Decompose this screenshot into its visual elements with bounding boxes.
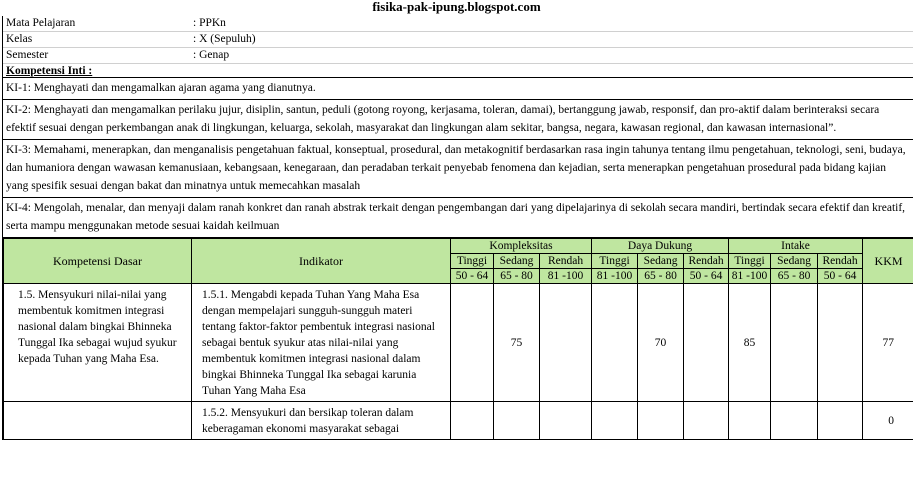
range-label: 81 -100 xyxy=(540,269,592,284)
ki-3: KI-3: Memahami, menerapkan, dan menganalisis pengetahuan faktual, konseptual, prosedural, dan metakognitif berdasarkan rasa ingin tahunya tentang ilmu pengetahuan, teknologi, seni, budaya, dan humaniora dengan wawasan kemanusiaan, kebangsaan, kenegaraan, dan peradaban terkait penyebab fenomena dan kejadian, serta menerapkan pengetahuan prosedural pada bidang kajian yang spesifik sesuai dengan bakat dan minatnya untuk memecahkan masalah xyxy=(3,140,913,198)
value-cell xyxy=(771,402,818,440)
info-value: : Genap xyxy=(193,49,230,61)
header-daya-dukung: Daya Dukung xyxy=(592,239,729,254)
range-label: 65 - 80 xyxy=(494,269,540,284)
value-cell xyxy=(729,402,771,440)
value-cell: 85 xyxy=(729,284,771,402)
level-label: Tinggi xyxy=(592,254,638,269)
header-intake: Intake xyxy=(729,239,863,254)
level-label: Tinggi xyxy=(729,254,771,269)
level-label: Sedang xyxy=(771,254,818,269)
range-label: 50 - 64 xyxy=(684,269,729,284)
value-cell xyxy=(451,284,494,402)
range-label: 81 -100 xyxy=(592,269,638,284)
value-cell xyxy=(818,402,863,440)
value-cell: 70 xyxy=(638,284,684,402)
info-label: Semester xyxy=(6,49,49,61)
info-value: : X (Sepuluh) xyxy=(193,33,256,45)
level-label: Rendah xyxy=(818,254,863,269)
table-row xyxy=(4,402,913,440)
level-label: Rendah xyxy=(684,254,729,269)
value-cell xyxy=(684,402,729,440)
header-kkm: KKM xyxy=(863,239,913,284)
site-title: fisika-pak-ipung.blogspot.com xyxy=(372,0,541,14)
kd-cell: 1.5. Mensyukuri nilai-nilai yang membentuk komitmen integrasi nasional dalam bingkai Bhinneka Tunggal Ika sebagai wujud syukur kepada Tuhan yang Maha Esa. xyxy=(4,284,192,402)
value-cell xyxy=(540,284,592,402)
document-sheet xyxy=(2,16,913,440)
info-value: : PPKn xyxy=(193,17,226,29)
value-cell xyxy=(540,402,592,440)
value-cell xyxy=(638,402,684,440)
value-cell xyxy=(451,402,494,440)
level-label: Tinggi xyxy=(451,254,494,269)
info-row-semester xyxy=(3,48,913,64)
value-cell xyxy=(592,402,638,440)
value-cell xyxy=(771,284,818,402)
value-cell: 75 xyxy=(494,284,540,402)
range-label: 65 - 80 xyxy=(638,269,684,284)
kkm-cell: 77 xyxy=(863,284,913,402)
ki-4: KI-4: Mengolah, menalar, dan menyaji dalam ranah konkret dan ranah abstrak terkait dengan pengembangan dari yang dipelajarinya di sekolah secara mandiri, bertindak secara efektif dan kreatif, serta mampu menggunakan metode sesuai kaidah keilmuan xyxy=(3,198,913,238)
header-kompetensi-dasar: Kompetensi Dasar xyxy=(4,239,192,284)
kompetensi-inti-heading: Kompetensi Inti : xyxy=(3,64,913,78)
indikator-cell: 1.5.2. Mensyukuri dan bersikap toleran dalam keberagaman ekonomi masyarakat sebagai xyxy=(192,402,451,440)
level-label: Sedang xyxy=(494,254,540,269)
range-label: 50 - 64 xyxy=(451,269,494,284)
info-row-subject xyxy=(3,16,913,32)
header-kompleksitas: Kompleksitas xyxy=(451,239,592,254)
info-label: Kelas xyxy=(6,33,33,45)
kd-cell xyxy=(4,402,192,440)
range-label: 50 - 64 xyxy=(818,269,863,284)
kkm-table xyxy=(3,238,913,440)
kkm-cell: 0 xyxy=(863,402,913,440)
ki-1: KI-1: Menghayati dan mengamalkan ajaran agama yang dianutnya. xyxy=(3,78,913,100)
value-cell xyxy=(494,402,540,440)
indikator-cell: 1.5.1. Mengabdi kepada Tuhan Yang Maha Esa dengan mempelajari sungguh-sungguh materi tentang faktor-faktor pembentuk integrasi nasional sebagai bentuk syukur atas nilai-nilai yang membentuk komitmen integrasi nasional dalam bingkai Bhinneka Tunggal Ika sebagai karunia Tuhan Yang Maha Esa xyxy=(192,284,451,402)
level-label: Sedang xyxy=(638,254,684,269)
info-row-class xyxy=(3,32,913,48)
value-cell xyxy=(684,284,729,402)
value-cell xyxy=(818,284,863,402)
range-label: 65 - 80 xyxy=(771,269,818,284)
range-label: 81 -100 xyxy=(729,269,771,284)
level-label: Rendah xyxy=(540,254,592,269)
info-label: Mata Pelajaran xyxy=(6,17,76,29)
value-cell xyxy=(592,284,638,402)
ki-2: KI-2: Menghayati dan mengamalkan perilaku jujur, disiplin, santun, peduli (gotong royong, kerjasama, toleran, damai), bertanggung jawab, responsif, dan pro-aktif dalam berinteraksi secara efektif sesuai dengan perkembangan anak di lingkungan, keluarga, sekolah, masyarakat dan lingkungan alam sekitar, bangsa, negara, kawasan regional, dan kawasan internasional”. xyxy=(3,100,913,140)
table-row xyxy=(4,284,913,402)
header-indikator: Indikator xyxy=(192,239,451,284)
